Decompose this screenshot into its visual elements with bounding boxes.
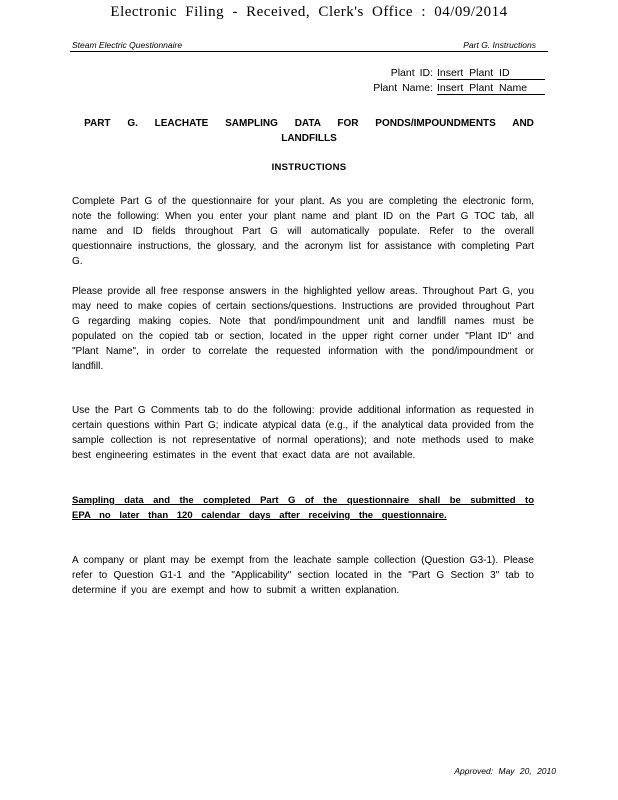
header-left: Steam Electric Questionnaire	[72, 40, 183, 50]
header-right: Part G. Instructions	[463, 40, 536, 50]
plant-name-field[interactable]: Insert Plant Name	[437, 82, 545, 95]
paragraph-submission-deadline: Sampling data and the completed Part G of the questionnaire shall be submitted to EPA no later than 120 calendar days after receiving the questionnaire.	[72, 495, 534, 521]
paragraph-exemption: A company or plant may be exempt from the leachate sample collection (Question G3-1). Please refer to Question G1-1 and the "Applicability" section located in the "Part G Section 3" tab to determine if you are exempt and how to submit a written explanation.	[72, 555, 534, 596]
plant-id-row	[355, 67, 550, 80]
plant-name-label: Plant Name:	[373, 82, 433, 94]
plant-name-row	[355, 82, 550, 95]
plant-id-label: Plant ID:	[390, 67, 433, 79]
part-title: PART G. LEACHATE SAMPLING DATA FOR PONDS/IMPOUNDMENTS AND LANDFILLS	[84, 118, 534, 144]
paragraph-complete-part-g: Complete Part G of the questionnaire for your plant. As you are completing the electronic form, note the following: When you enter your plant name and plant ID on the Part G TOC tab, all name and ID fields throughout Part G will automatically populate. Refer to the overall questionnaire instructions, the glossary, and the acronym list for assistance with completing Part G.	[72, 196, 534, 267]
header-rule	[70, 51, 548, 52]
filing-stamp: Electronic Filing - Received, Clerk's Office : 04/09/2014	[110, 4, 508, 20]
instructions-heading: INSTRUCTIONS	[271, 162, 347, 173]
paragraph-comments-tab: Use the Part G Comments tab to do the following: provide additional information as requested in certain questions within Part G; indicate atypical data (e.g., if the analytical data provided from the sample collection is not representative of normal operations); and note methods used to make best engineering estimates in the event that exact data are not available.	[72, 405, 534, 461]
plant-id-field[interactable]: Insert Plant ID	[437, 67, 545, 80]
approved-date: Approved: May 20, 2010	[454, 766, 556, 776]
paragraph-free-response: Please provide all free response answers in the highlighted yellow areas. Throughout Part G, you may need to make copies of certain sections/questions. Instructions are provided throughout Part G regarding making copies. Note that pond/impoundment unit and landfill names must be populated on the copied tab or section, located in the upper right corner under "Plant ID" and "Plant Name", in order to correlate the requested information with the pond/impoundment or landfill.	[72, 286, 534, 372]
